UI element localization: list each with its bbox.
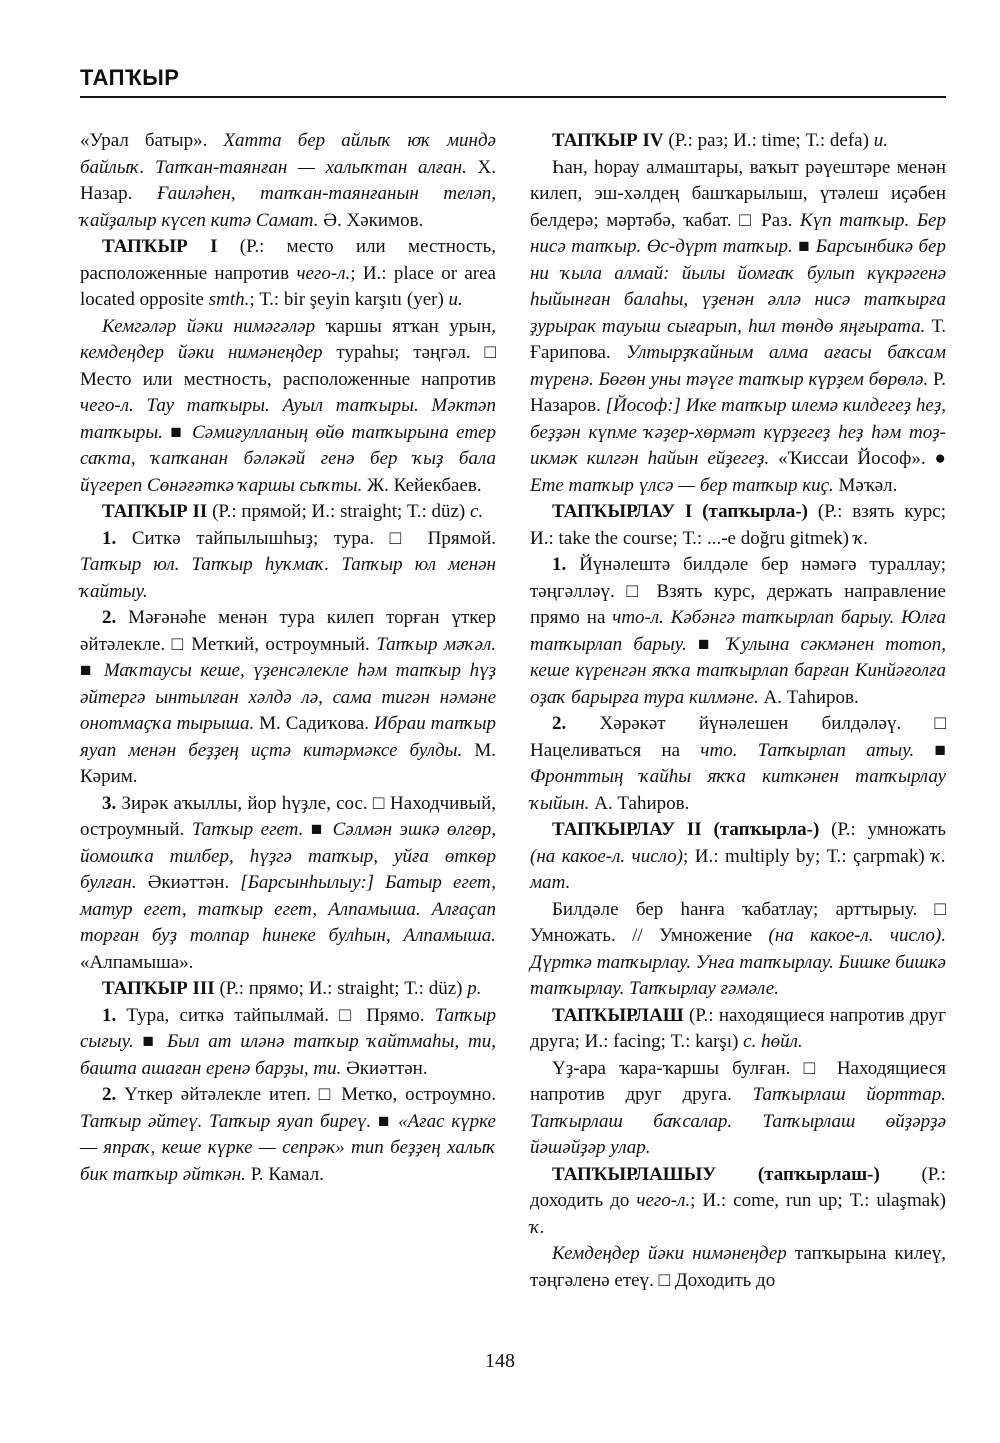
example-text: Кемгәләр йәки нимәгәләр bbox=[102, 315, 316, 337]
example-text: чего-л. bbox=[296, 262, 351, 284]
definition-text: Мәғәнәһе менән тура килеп торған үткер әйтәлекле. □ Меткий, остроумный. bbox=[80, 607, 496, 655]
headword: 1. bbox=[102, 527, 117, 549]
example-text: Сәмиғулланың өйө тапҡырына етер саҡта, ҡапҡанан бәләкәй генә бер ҡыҙ бала йүгереп Сөнәғәткә ҡаршы сыҡты. bbox=[80, 421, 496, 496]
definition-text: (Р.: находящиеся напротив друг друга; И.: facing; Т.: karşı) bbox=[530, 1004, 946, 1052]
example-text: Хатта бер айлыҡ юҡ миндә байлыҡ. Тапҡан-таянған — халыҡтан алған. bbox=[80, 130, 496, 178]
headword: ТАПҠЫРЛАШЫУ (тапҡырлаш-) bbox=[552, 1163, 880, 1185]
example-text: Фронттың ҡайһы яҡҡа киткәнен тапҡырлау ҡыйын. bbox=[530, 766, 946, 814]
definition-text: А. Таһиров. bbox=[758, 686, 859, 708]
header-rule bbox=[80, 96, 946, 98]
entry-paragraph bbox=[530, 1162, 946, 1242]
headword: ТАПҠЫРЛАШ bbox=[552, 1004, 684, 1026]
entry-paragraph bbox=[530, 1003, 946, 1056]
example-text: «Ағас күрке — япраҡ, кеше күрке — сепрәк» тип беҙҙең халыҡ бик тапҡыр әйткән. bbox=[80, 1110, 496, 1185]
example-text: Был ат иләнә тапҡыр ҡайтмаһы, ти, башта ашаған еренә барҙы, ти. bbox=[80, 1031, 497, 1079]
definition-text: (Р.: место или местность, расположенные напротив bbox=[80, 236, 496, 284]
definition-text: А. Таһиров. bbox=[589, 792, 690, 814]
definition-text: ; Т.: bir şeyin karşıtı (yer) bbox=[249, 289, 449, 310]
example-text: [Барсынһылыу:] Батыр егет, матур егет, тапҡыр егет, Алпамыша. Алғаҫап торған буҙ толпар һинеке булһын, Алпамыша. bbox=[80, 872, 496, 946]
example-text: Ибраи тапҡыр яуап менән беҙҙең иҫтә китәрмәксе булды. bbox=[80, 713, 496, 761]
headword: 3. bbox=[102, 792, 117, 814]
definition-text: ; И.: place or area located opposite bbox=[80, 262, 496, 310]
entry-paragraph bbox=[80, 314, 496, 500]
definition-text: (Р.: взять курс; И.: take the course; Т.: ...-e doğru gitmek) bbox=[530, 501, 946, 549]
definition-text: «Алпамыша». bbox=[80, 951, 194, 973]
definition-text: Хәрәкәт йүнәлешен билдәләү. □ Нацеливаться на bbox=[530, 713, 946, 761]
example-text: с. һөйл. bbox=[743, 1031, 803, 1052]
example-text: Кемдеңдер йәки нимәнеңдер bbox=[552, 1243, 787, 1264]
entry-paragraph bbox=[530, 128, 946, 155]
example-text: ҡ. мат. bbox=[530, 845, 947, 893]
definition-text: Әкиәттән. bbox=[341, 1057, 428, 1079]
definition-text: ; И.: come, run up; Т.: ulaşmak) bbox=[690, 1190, 946, 1211]
headword: 1. bbox=[102, 1004, 117, 1026]
definition-text: (Р.: раз; И.: time; Т.: defa) bbox=[663, 130, 874, 151]
definition-text: Йүнәлештә билдәле бер нәмәгә тураллау; тәңгәлләү. □ Взять курс, держать направление прямо на bbox=[530, 554, 946, 628]
example-text: что. Тапҡырлап атыу. bbox=[700, 739, 915, 761]
entry-paragraph bbox=[80, 499, 496, 526]
entry-paragraph bbox=[80, 976, 496, 1003]
entry-paragraph bbox=[530, 711, 946, 817]
definition-text: Билдәле бер һанға ҡабатлау; арттырыу. □ Умножать. // Умножение bbox=[530, 898, 946, 946]
definition-text: Һан, һорау алмаштары, ваҡыт рәүештәре менән килеп, эш-хәлдең башҡарылыш, үтәлеш иҫәбен белдерә; мәртәбә, ҡабат. □ Раз. bbox=[530, 156, 946, 231]
entry-paragraph bbox=[530, 155, 946, 500]
definition-text: Ә. Хәкимов. bbox=[318, 209, 424, 231]
definition-text: «Ҡиссаи Йософ». ● bbox=[769, 448, 946, 469]
definition-text: (Р.: прямо; И.: straight; Т.: düz) bbox=[214, 978, 468, 999]
entry-paragraph bbox=[530, 552, 946, 711]
example-text: Маҡтаусы кеше, үҙенсәлекле һәм тапҡыр һүҙ әйтергә ынтылған хәлдә лә, сама тигән нәмәне онотмаҫҡа тырыша. bbox=[80, 660, 496, 734]
entry-paragraph bbox=[530, 897, 946, 1003]
entry-paragraph bbox=[80, 605, 496, 791]
definition-text: Х. Назар. bbox=[80, 156, 496, 204]
definition-text: Р. Камал. bbox=[245, 1163, 324, 1185]
example-text: Тапҡыр сығыу. bbox=[80, 1004, 496, 1052]
example-text: Ултырҙҡайным алма ағасы баҡсам түренә. Бөгөн уны тәүге тапҡыр күрҙем бөрөлә. bbox=[530, 342, 946, 390]
headword: ТАПҠЫР IV bbox=[552, 130, 664, 151]
definition-text: «Урал батыр». bbox=[80, 130, 224, 151]
definition-text: М. Садиҡова. bbox=[254, 713, 374, 734]
example-text: smth. bbox=[208, 289, 250, 310]
example-text: Ғаиләһен, тапҡан-таянғанын теләп, ҡайҙалыр күсеп китә Самат. bbox=[80, 183, 497, 231]
headword: 2. bbox=[552, 713, 567, 734]
definition-text: Мәҡәл. bbox=[833, 474, 898, 496]
example-text: ҡ. bbox=[853, 527, 869, 549]
definition-text: Зирәк аҡыллы, йор һүҙле, сос. □ Находчивый, остроумный. bbox=[80, 792, 496, 840]
headword: 1. bbox=[552, 554, 567, 575]
entry-paragraph bbox=[530, 1056, 946, 1162]
definition-text: ■ bbox=[914, 739, 947, 761]
headword: ТАПҠЫРЛАУ II (тапҡырла-) bbox=[552, 819, 820, 840]
example-text: Барсынбикә бер ни ҡыла алмай: йылы йомғаҡ булып күкрәгенә һыйынған балаһы, үҙенән әллә нисә тапҡырға ҙурырак тауыш сығарып, һил төндө яңғырата. bbox=[530, 236, 946, 337]
definition-text: Тура, ситкә тайпылмай. □ Прямо. bbox=[116, 1004, 435, 1026]
example-text: [Йософ:] Ике тапҡыр илемә килдегеҙ һеҙ, беҙҙән күпме ҡәҙер-хөрмәт күрҙегеҙ һеҙ һәм тоҙ-икмәк килгән һайын ейҙегеҙ. bbox=[530, 395, 946, 469]
definition-text: Үткер әйтәлекле итеп. □ Метко, остроумно. bbox=[116, 1084, 496, 1105]
entry-paragraph bbox=[80, 234, 496, 314]
example-text: и. bbox=[873, 130, 888, 151]
example-text: и. bbox=[448, 289, 463, 310]
example-text: Ете тапҡыр үлсә — бер тапҡыр киҫ. bbox=[530, 474, 834, 496]
definition-text: ■ bbox=[162, 421, 193, 443]
example-text: Тапҡыр юл. Тапҡыр һуҡмаҡ. Тапҡыр юл менән ҡайтыу. bbox=[80, 554, 496, 602]
definition-text: ■ bbox=[792, 236, 816, 257]
definition-text: тапҡырына килеү, тәңгәленә етеү. □ Доходить до bbox=[530, 1243, 946, 1291]
example-text: Сәлмән эшкә өлгөр, йомошҡа тилбер, һүҙгә тапҡыр, уйға өткөр булған. bbox=[80, 819, 497, 893]
definition-text: (Р.: умножать bbox=[819, 819, 946, 840]
definition-text: Үҙ-ара ҡара-ҡаршы булған. □ Находящиеся напротив друг друга. bbox=[530, 1057, 946, 1105]
definition-text: Т. Ғарипова. bbox=[530, 315, 946, 363]
page-number: 148 bbox=[485, 1350, 515, 1372]
entry-paragraph bbox=[530, 817, 946, 897]
page-header bbox=[80, 66, 946, 90]
headword: 2. bbox=[102, 607, 117, 628]
entry-paragraph bbox=[80, 526, 496, 606]
entry-paragraph bbox=[80, 1082, 496, 1188]
example-text: Тапҡырлаш йорттар. Тапҡырлаш баҡсалар. Тапҡырлаш өйҙәрҙә йәшәйҙәр улар. bbox=[530, 1084, 947, 1158]
headword: ТАПҠЫР III bbox=[102, 978, 215, 999]
running-head: ТАПҠЫР bbox=[80, 65, 180, 90]
definition-text: ■ bbox=[686, 633, 728, 655]
headword: 2. bbox=[102, 1084, 117, 1105]
entry-paragraph bbox=[530, 499, 946, 552]
right-column bbox=[530, 128, 946, 1294]
example-text: что-л. Кәбәнгә тапҡырлап барыу. Юлға тапҡырлап барыу. bbox=[530, 607, 946, 655]
example-text: Күп тапҡыр. Бер нисә тапҡыр. Өс-дүрт тапҡыр. bbox=[530, 209, 946, 257]
definition-text: ; И.: multiply by; Т.: çarpmak) bbox=[683, 845, 932, 867]
definition-text: ■ bbox=[80, 660, 104, 681]
definition-text: ■ bbox=[133, 1031, 168, 1052]
entry-paragraph bbox=[80, 1003, 496, 1083]
example-text: Тапҡыр әйтеү. Тапҡыр яуап биреү. bbox=[80, 1110, 372, 1132]
example-text: Тапҡыр мәҡәл. bbox=[376, 633, 496, 655]
definition-text: Р. Назаров. bbox=[530, 368, 946, 416]
example-text: (на какое-л. число). Дүрткә тапҡырлау. Унға тапҡырлау. Бишке бишкә тапҡырлау. Тапҡырлау ғәмәле. bbox=[530, 925, 946, 999]
example-text: чего-л. bbox=[636, 1190, 691, 1211]
entry-paragraph bbox=[80, 791, 496, 977]
example-text: ҡ. bbox=[530, 1216, 545, 1238]
definition-text: ■ bbox=[371, 1110, 399, 1132]
headword: ТАПҠЫР II bbox=[102, 501, 208, 522]
entry-paragraph bbox=[80, 128, 496, 234]
example-text: кемдеңдер йәки нимәнеңдер bbox=[80, 342, 323, 363]
definition-text: Ж. Кейекбаев. bbox=[362, 474, 482, 496]
definition-text: ҡаршы ятҡан урын, bbox=[315, 315, 496, 337]
definition-text: Ситкә тайпылышһыҙ; тура. □ Прямой. bbox=[116, 527, 496, 549]
example-text: с. bbox=[470, 501, 484, 522]
left-column bbox=[80, 128, 496, 1188]
definition-text: тураһы; тәңгәл. □ Место или местность, расположенные напротив bbox=[80, 342, 496, 390]
example-text: Ҡулына сәкмәнен тотоп, кеше күренгән яҡҡа тапҡырлап барған Кинйәғолға оҙаҡ барырға тура килмәне. bbox=[530, 633, 947, 708]
headword: ТАПҠЫРЛАУ I (тапҡырла-) bbox=[552, 501, 808, 522]
entry-paragraph bbox=[530, 1241, 946, 1294]
definition-text: М. Кәрим. bbox=[80, 739, 496, 787]
example-text: р. bbox=[467, 978, 482, 999]
example-text: (на какое-л. число) bbox=[530, 845, 683, 867]
definition-text: (Р.: доходить до bbox=[530, 1163, 946, 1211]
definition-text: (Р.: прямой; И.: straight; Т.: düz) bbox=[207, 501, 471, 522]
definition-text: ■ bbox=[303, 819, 333, 840]
definition-text: Әкиәттән. bbox=[136, 872, 241, 893]
headword: ТАПҠЫР I bbox=[102, 236, 218, 257]
example-text: Тапҡыр егет. bbox=[191, 819, 304, 840]
example-text: чего-л. Тау тапҡыры. Ауыл тапҡыры. Мәктәп тапҡыры. bbox=[80, 395, 496, 443]
